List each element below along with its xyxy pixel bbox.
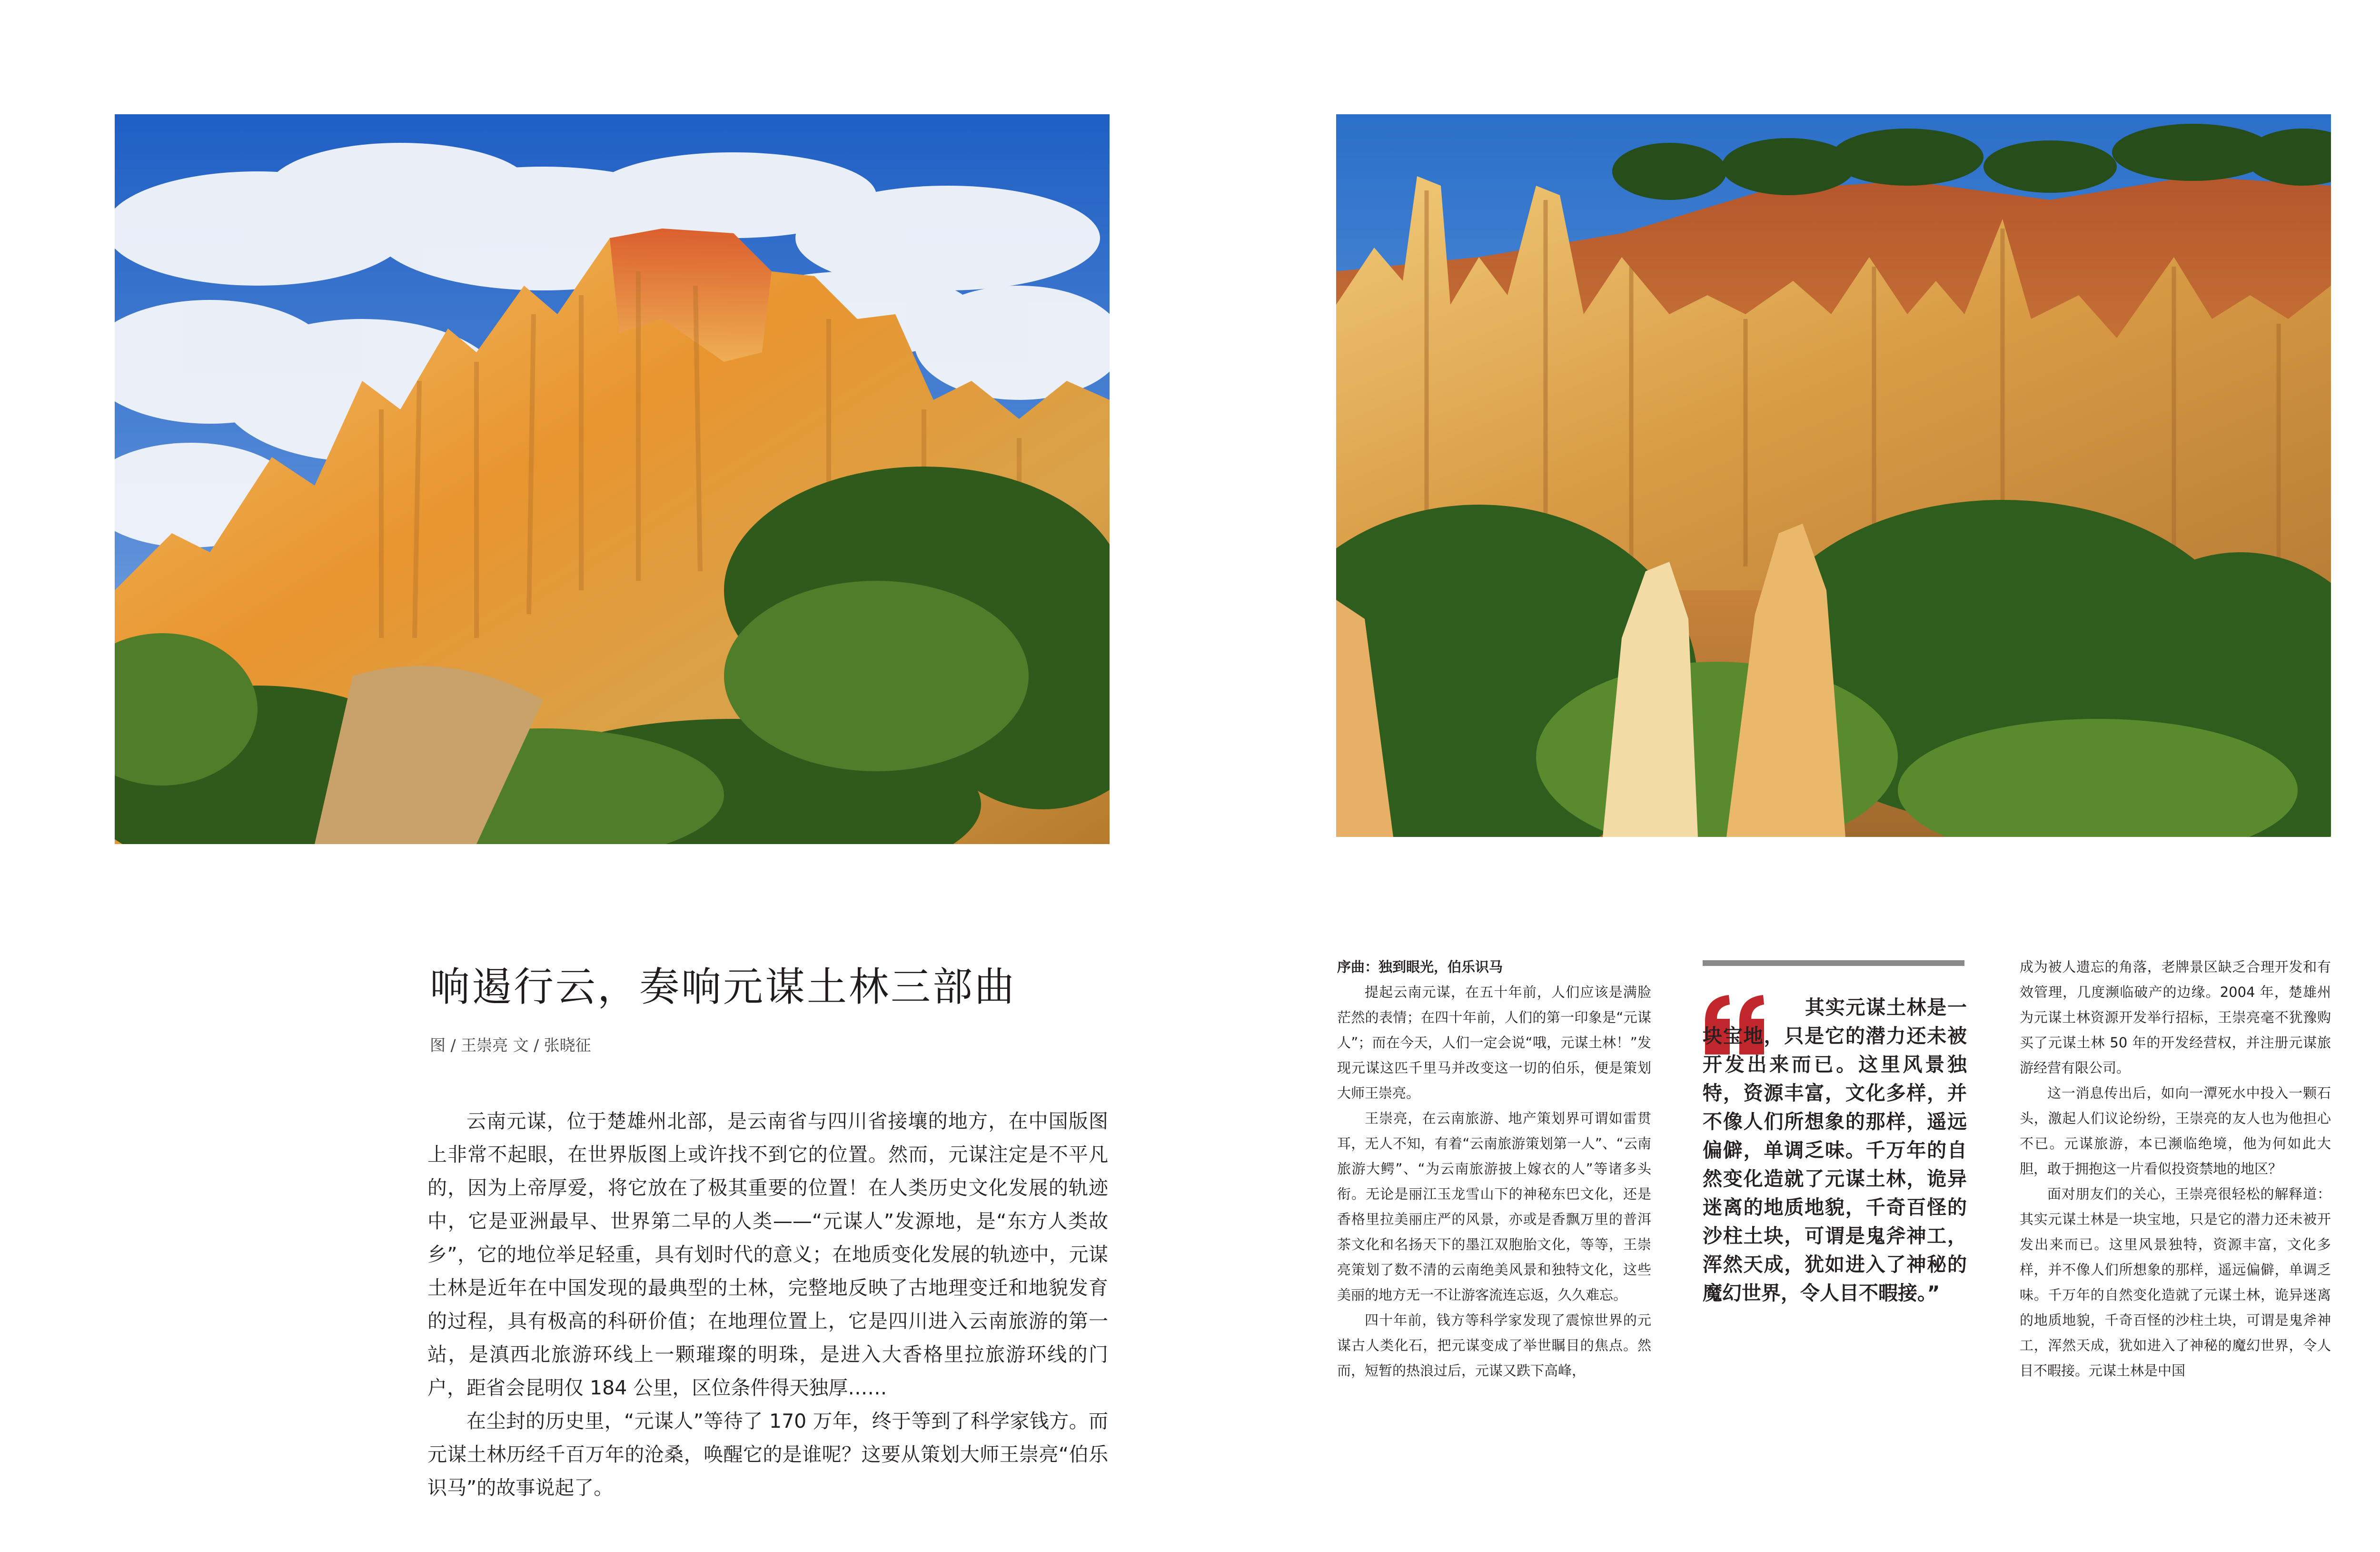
lead-paragraph: 在尘封的历史里，“元谋人”等待了 170 万年，终于等到了科学家钱方。而元谋土林历经千百万年的沧桑，唤醒它的是谁呢？这要从策划大师王崇亮“伯乐识马”的故事说起了。: [427, 1410, 1108, 1499]
lead-text: [427, 1104, 1108, 1504]
body-paragraph: 面对朋友们的关心，王崇亮很轻松的解释道：其实元谋土林是一块宝地，只是它的潜力还未被开发出来而已。这里风景独特，资源丰富，文化多样，并不像人们所想象的那样，遥远偏僻，单调乏味。千万年的自然变化造就了元谋土林，诡异迷离的地质地貌，千奇百怪的沙柱土块，可谓是鬼斧神工，浑然天成，犹如进入了神秘的魔幻世界，令人目不暇接。元谋土林是中国: [2020, 1186, 2331, 1379]
body-paragraph: 王崇亮，在云南旅游、地产策划界可谓如雷贯耳，无人不知，有着“云南旅游策划第一人”、“云南旅游大鳄”、“为云南旅游披上嫁衣的人”等诸多头衔。无论是丽江玉龙雪山下的神秘东巴文化，还是香格里拉美丽庄严的风景，亦或是香飘万里的普洱茶文化和名扬天下的墨江双胞胎文化，等等，王崇亮策划了数不清的云南绝美风景和独特文化，这些美丽的地方无一不让游客流连忘返，久久难忘。: [1337, 1110, 1651, 1303]
pull-quote: [1703, 993, 1967, 1307]
pull-quote-rule: [1703, 960, 1964, 966]
lead-paragraph: 云南元谋，位于楚雄州北部，是云南省与四川省接壤的地方，在中国版图上非常不起眼，在世界版图上或许找不到它的位置。然而，元谋注定是不平凡的，因为上帝厚爱，将它放在了极其重要的位置！在人类历史文化发展的轨迹中，它是亚洲最早、世界第二早的人类——“元谋人”发源地，是“东方人类故乡”，它的地位举足轻重，具有划时代的意义；在地质变化发展的轨迹中，元谋土林是近年在中国发现的最典型的土林，完整地反映了古地理变迁和地貌发育的过程，具有极高的科研价值；在地理位置上，它是四川进入云南旅游的第一站，是滇西北旅游环线上一颗璀璨的明珠，是进入大香格里拉旅游环线的门户，距省会昆明仅 184 公里，区位条件得天独厚……: [427, 1110, 1108, 1399]
body-paragraph: 提起云南元谋，在五十年前，人们应该是满脸茫然的表情；在四十年前，人们的第一印象是“元谋人”；而在今天，人们一定会说“哦，元谋土林！”发现元谋这匹千里马并改变这一切的伯乐，便是策划大师王崇亮。: [1337, 984, 1651, 1101]
article-credit: 图 / 王崇亮 文 / 张晓征: [430, 1036, 591, 1055]
pull-quote-text: 其实元谋土林是一块宝地，只是它的潜力还未被开发出来而已。这里风景独特，资源丰富，文化多样，并不像人们所想象的那样，遥远偏僻，单调乏味。千万年的自然变化造就了元谋土林，诡异迷离的地质地貌，千奇百怪的沙柱土块，可谓是鬼斧神工，浑然天成，犹如进入了神秘的魔幻世界，令人目不暇接。”: [1703, 996, 1967, 1304]
earth-forest-photo-right: [1336, 114, 2331, 837]
section-heading: 序曲：独到眼光，伯乐识马: [1337, 959, 1503, 975]
body-paragraph: 四十年前，钱方等科学家发现了震惊世界的元谋古人类化石，把元谋变成了举世瞩目的焦点。然而，短暂的热浪过后，元谋又跌下高峰，: [1337, 1312, 1651, 1379]
earth-forest-trees-illustration: [1336, 114, 2331, 837]
body-column-a: [1337, 955, 1651, 1383]
article-title: 响遏行云，奏响元谋土林三部曲: [430, 964, 1017, 1010]
earth-forest-sky-illustration: [115, 114, 1110, 844]
body-paragraph: 这一消息传出后，如向一潭死水中投入一颗石头，激起人们议论纷纷，王崇亮的友人也为他担心不已。元谋旅游，本已濒临绝境，他为何如此大胆，敢于拥抱这一片看似投资禁地的地区？: [2020, 1085, 2331, 1177]
body-paragraph: 成为被人遗忘的角落，老牌景区缺乏合理开发和有效管理，几度濒临破产的边缘。2004 年，楚雄州为元谋土林资源开发举行招标，王崇亮毫不犹豫购买了元谋土林 50 年的开发经营权，并注册元谋旅游经营有限公司。: [2020, 959, 2331, 1076]
earth-forest-photo-left: [115, 114, 1110, 844]
body-column-c: [2020, 955, 2331, 1383]
